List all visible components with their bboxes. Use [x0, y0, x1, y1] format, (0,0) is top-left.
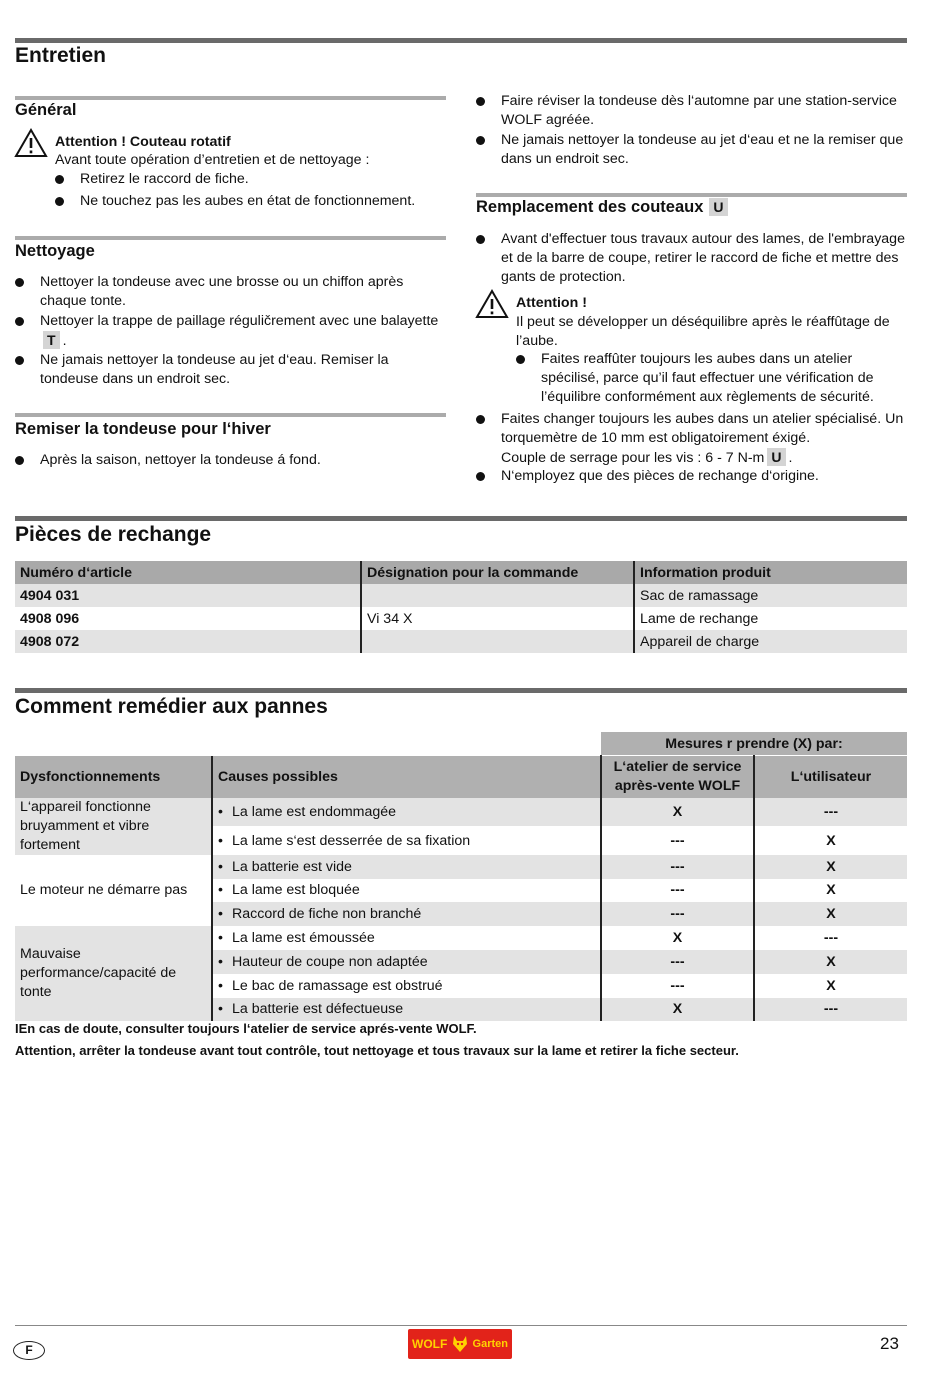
- table-row: [15, 798, 907, 827]
- atelier-mark: ---: [601, 826, 754, 855]
- parts-table: [15, 561, 907, 653]
- article-number: 4908 072: [15, 630, 361, 653]
- table-row: [15, 607, 907, 630]
- atelier-mark: X: [601, 998, 754, 1022]
- list-item: Après la saison, nettoyer la tondeuse á fond.: [15, 451, 445, 470]
- group-header: Mesures r prendre (X) par:: [601, 732, 907, 756]
- section-title-pieces: Pièces de rechange: [15, 523, 212, 546]
- figure-ref-badge: T: [43, 331, 60, 349]
- column-header: Dysfonctionnements: [15, 756, 212, 798]
- user-mark: X: [826, 882, 836, 899]
- list-item-text: Nettoyer la trappe de paillage réguličrement avec une balayette: [40, 313, 439, 329]
- cause-text: La batterie est vide: [232, 858, 352, 875]
- cause-cell: • La lame est bloquée: [212, 879, 601, 903]
- table-row: [15, 926, 907, 950]
- user-mark: ---: [754, 798, 907, 827]
- table-row: [15, 630, 907, 653]
- footer-rule: [15, 1325, 907, 1326]
- atelier-mark: ---: [601, 855, 754, 879]
- subsection-rule: [15, 96, 446, 100]
- product-info: Sac de ramassage: [634, 584, 907, 607]
- warning-icon: [14, 128, 48, 158]
- atelier-mark: ---: [601, 902, 754, 926]
- article-number: 4908 096: [15, 607, 361, 630]
- page-number: 23: [880, 1334, 899, 1353]
- cause-cell: • Le bac de ramassage est obstrué: [212, 974, 601, 998]
- troubleshooting-table: [15, 732, 907, 1021]
- warning-title: Attention !: [516, 295, 587, 311]
- figure-ref-badge: U: [767, 448, 785, 466]
- subsection-title-nettoyage: Nettoyage: [15, 242, 95, 260]
- product-info: Appareil de charge: [634, 630, 907, 653]
- figure-ref-badge: U: [709, 198, 727, 216]
- subsection-title-general: Général: [15, 101, 77, 119]
- cause-cell: • La lame est émoussée: [212, 926, 601, 950]
- user-mark: X: [754, 902, 907, 926]
- cause-text: Hauteur de coupe non adaptée: [232, 953, 428, 970]
- list-item: Nettoyer la trappe de paillage réguličrement avec une balayetteT .: [15, 312, 445, 351]
- atelier-mark: ---: [601, 879, 754, 903]
- list-item: Avant d'effectuer tous travaux autour des lames, de l'embrayage et de la barre de coupe, retirer le raccord de fiche et mettre des gants de protection.: [476, 230, 906, 287]
- table-group-header-row: [15, 732, 907, 756]
- cause-text: Raccord de fiche non branché: [232, 906, 422, 923]
- user-mark: X: [826, 977, 836, 994]
- logo-text-garten: Garten: [472, 1338, 508, 1350]
- language-badge: [13, 1341, 45, 1360]
- table-row: [15, 855, 907, 879]
- list-item: Faire réviser la tondeuse dès l‘automne par une station-service WOLF agréée.: [476, 92, 906, 130]
- user-mark: ---: [823, 930, 839, 947]
- cause-cell: • La batterie est défectueuse: [212, 998, 601, 1022]
- section-title-pannes: Comment remédier aux pannes: [15, 695, 328, 718]
- table-header-row: [15, 756, 907, 798]
- malfunction-cell: Mauvaise performance/capacité de tonte: [15, 926, 212, 1021]
- language-code: F: [25, 1343, 33, 1357]
- malfunction-cell: L‘appareil fonctionne bruyamment et vibre fortement: [15, 798, 212, 855]
- cause-cell: • La batterie est vide: [212, 855, 601, 879]
- column-header: Désignation pour la commande: [361, 561, 634, 584]
- cause-text: La lame s‘est desserrée de sa fixation: [232, 832, 471, 849]
- cause-text: La batterie est défectueuse: [232, 1001, 404, 1018]
- designation: [361, 584, 634, 607]
- subsection-rule: [15, 236, 446, 240]
- note: Attention, arrêter la tondeuse avant tout contrôle, tout nettoyage et tous travaux sur la lame et retirer la fiche secteur.: [15, 1043, 739, 1058]
- cause-text: Le bac de ramassage est obstrué: [232, 977, 443, 994]
- list-item: Ne jamais nettoyer la tondeuse au jet d‘eau et ne la remiser que dans un endroit sec.: [476, 131, 906, 169]
- subsection-rule: [476, 193, 907, 197]
- user-mark: X: [754, 855, 907, 879]
- cause-text: La lame est émoussée: [232, 930, 375, 947]
- list-item: Faites reaffûter toujours les aubes dans un atelier spécilisé, parce qu’il faut effectuer une vérification de l’équilibre conformément aux règlements de sécurité.: [516, 350, 906, 407]
- section-rule: [15, 516, 907, 521]
- list-item: Nettoyer la tondeuse avec une brosse ou un chiffon après chaque tonte.: [15, 273, 445, 311]
- subsection-rule: [15, 413, 446, 417]
- cause-cell: • La lame s‘est desserrée de sa fixation: [212, 826, 601, 855]
- column-header: Information produit: [634, 561, 907, 584]
- cause-cell: • Hauteur de coupe non adaptée: [212, 950, 601, 974]
- section-rule: [15, 38, 907, 43]
- designation: [361, 630, 634, 653]
- warning-text: Il peut se développer un déséquilibre après le réaffûtage de l’aube.: [516, 314, 890, 349]
- atelier-mark: ---: [601, 950, 754, 974]
- list-item: Faites changer toujours les aubes dans un atelier spécialisé. Un torquemètre de 10 mm est obligatoirement éxigé. Couple de serrage pour les vis : 6 - 7 N-m U .: [476, 410, 909, 468]
- user-mark: ---: [754, 998, 907, 1022]
- cause-cell: • Raccord de fiche non branché: [212, 902, 601, 926]
- cause-text: La lame est endommagée: [232, 804, 397, 821]
- table-header-row: [15, 561, 907, 584]
- atelier-mark: X: [601, 798, 754, 827]
- column-header: Numéro d‘article: [15, 561, 361, 584]
- list-item-text: Faites changer toujours les aubes dans un atelier spécialisé. Un torquemètre de 10 mm est obligatoirement éxigé.: [501, 411, 904, 446]
- wolf-garten-logo: [408, 1329, 512, 1359]
- user-mark: X: [754, 950, 907, 974]
- section-title-entretien: Entretien: [15, 44, 107, 67]
- cause-text: La lame est bloquée: [232, 882, 360, 899]
- list-item-text: Couple de serrage pour les vis : 6 - 7 N-m: [501, 450, 765, 466]
- wolf-head-icon: [452, 1335, 468, 1353]
- subsection-title-couteaux: [476, 198, 731, 217]
- section-rule: [15, 688, 907, 693]
- table-row: [15, 584, 907, 607]
- cause-cell: • La lame est endommagée: [212, 798, 601, 827]
- designation: Vi 34 X: [361, 607, 634, 630]
- list-item: Ne jamais nettoyer la tondeuse au jet d‘eau. Remiser la tondeuse dans un endroit sec.: [15, 351, 445, 389]
- subsection-title-hiver: Remiser la tondeuse pour l‘hiver: [15, 420, 271, 438]
- subsection-title-text: Remplacement des couteaux: [476, 198, 704, 216]
- atelier-mark: X: [601, 926, 754, 950]
- list-item: N‘employez que des pièces de rechange d‘origine.: [476, 467, 906, 486]
- column-header: L‘atelier de service après-vente WOLF: [601, 756, 754, 798]
- column-header: L‘utilisateur: [754, 756, 907, 798]
- article-number: 4904 031: [15, 584, 361, 607]
- atelier-mark: ---: [601, 974, 754, 998]
- user-mark: X: [826, 832, 836, 849]
- warning-icon: [475, 289, 509, 319]
- logo-text-wolf: WOLF: [412, 1337, 448, 1351]
- column-header: Causes possibles: [212, 756, 601, 798]
- warning-title: Attention ! Couteau rotatif: [55, 134, 231, 150]
- warning-text: Avant toute opération d’entretien et de nettoyage :: [55, 152, 370, 168]
- list-item: Retirez le raccord de fiche.: [55, 170, 460, 189]
- note: IEn cas de doute, consulter toujours l‘atelier de service aprés-vente WOLF.: [15, 1021, 477, 1036]
- product-info: Lame de rechange: [640, 610, 759, 627]
- malfunction-cell: Le moteur ne démarre pas: [15, 855, 212, 926]
- list-item: Ne touchez pas les aubes en état de fonctionnement.: [55, 192, 460, 211]
